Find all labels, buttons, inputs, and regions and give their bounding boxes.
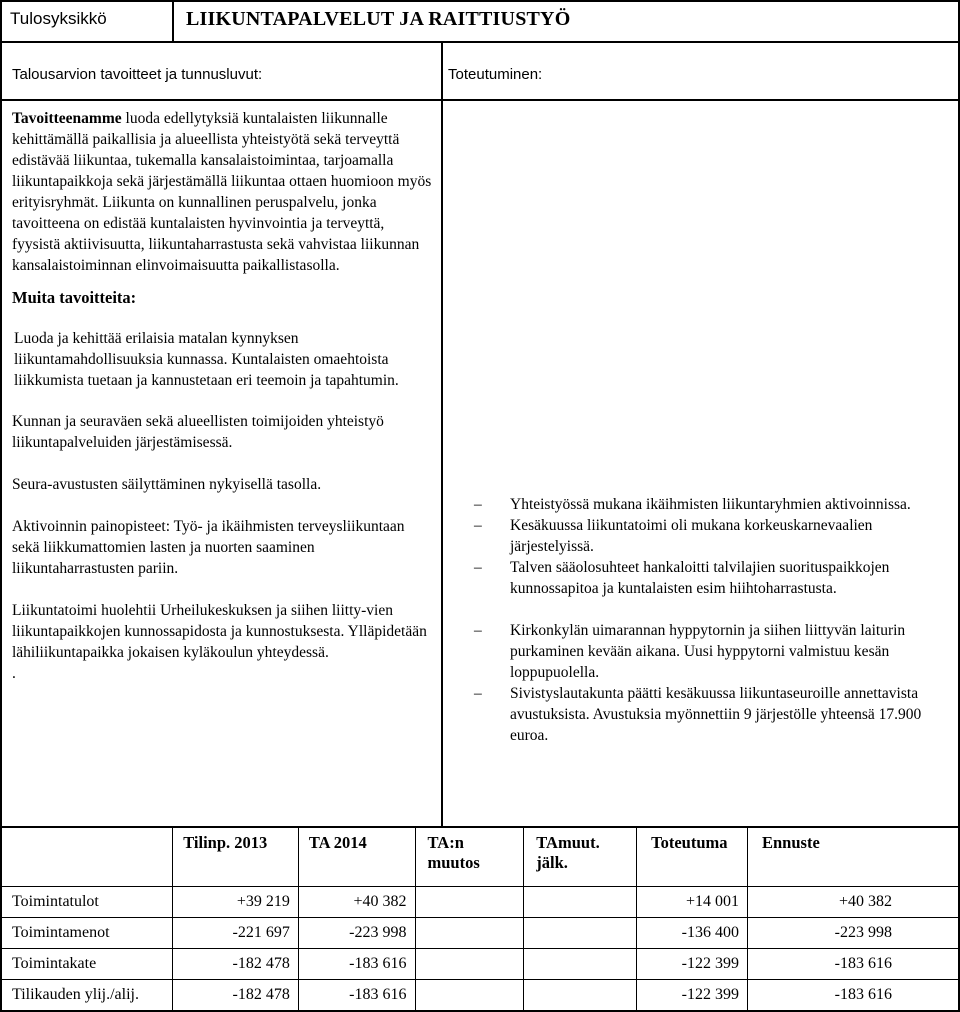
realization-list-2 xyxy=(474,620,952,746)
table-cell xyxy=(415,887,524,918)
goal-item-4: Aktivoinnin painopisteet: Työ- ja ikäihmisten terveysliikuntaan sekä liikkumattomien lasten ja nuorten saaminen liikuntaharrastusten pariin. xyxy=(12,518,405,577)
table-cell xyxy=(524,887,637,918)
table-cell xyxy=(524,980,637,1012)
dash-bullet: – xyxy=(474,685,482,702)
row-label: Tilikauden ylij./alij. xyxy=(1,980,173,1012)
table-cell: -183 616 xyxy=(298,949,415,980)
targets-section-label: Talousarvion tavoitteet ja tunnusluvut: xyxy=(12,66,263,83)
table-header-cell: TA:n muutos xyxy=(415,827,524,887)
dash-bullet: – xyxy=(474,559,482,576)
list-item: – Sivistyslautakunta päätti kesäkuussa liikuntaseuroille annettavista avustuksista. Avustuksia myönnettiin 9 järjestölle yhteensä 17.900 euroa. xyxy=(474,685,922,744)
realization-column xyxy=(474,494,952,746)
table-header-cell: Toteutuma xyxy=(637,827,748,887)
list-item: – Kirkonkylän uimarannan hyppytornin ja siihen liittyvän laiturin purkaminen kevään aikana. Uusi hyppytorni valmistuu kesän loppupuolella. xyxy=(474,622,906,681)
table-cell: -183 616 xyxy=(298,980,415,1012)
unit-title: LIIKUNTAPALVELUT JA RAITTIUSTYÖ xyxy=(186,8,571,30)
dash-bullet: – xyxy=(474,517,482,534)
table-cell xyxy=(415,949,524,980)
table-cell: -221 697 xyxy=(173,918,299,949)
table-cell: -182 478 xyxy=(173,949,299,980)
list-item: – Kesäkuussa liikuntatoimi oli mukana korkeuskarnevaalien järjestelyissä. xyxy=(474,517,873,555)
table-cell: -122 399 xyxy=(637,980,748,1012)
table-cell: +40 382 xyxy=(298,887,415,918)
goal-item-5: Liikuntatoimi huolehtii Urheilukeskuksen ja siihen liitty-vien liikuntapaikkojen kunnossapidosta ja kunnostuksesta. Ylläpidetään lähiliikuntapaikka jokaisen kyläkoulun yhteydessä. xyxy=(12,602,427,661)
list-item: – Talven sääolosuhteet hankaloitti talvilajien suorituspaikkojen kunnossapitoa ja kuntalaisten esim hiihtoharrastusta. xyxy=(474,559,890,597)
table-cell: -122 399 xyxy=(637,949,748,980)
targets-column xyxy=(12,108,432,684)
table-cell: +40 382 xyxy=(748,887,960,918)
table-cell xyxy=(415,918,524,949)
table-cell xyxy=(524,918,637,949)
dash-bullet: – xyxy=(474,622,482,639)
goal-item-6: . xyxy=(12,665,16,682)
table-cell: -223 998 xyxy=(748,918,960,949)
goal-paragraph xyxy=(12,108,432,276)
table-header-row xyxy=(1,827,959,887)
row-label: Toimintamenot xyxy=(1,918,173,949)
table-cell: -136 400 xyxy=(637,918,748,949)
row-label: Toimintakate xyxy=(1,949,173,980)
dash-bullet: – xyxy=(474,496,482,513)
realization-list-1 xyxy=(474,494,952,599)
table-cell: -223 998 xyxy=(298,918,415,949)
table-cell xyxy=(524,949,637,980)
goal-lead: Tavoitteenamme xyxy=(12,110,122,127)
table-header-cell: Ennuste xyxy=(748,827,960,887)
table-row xyxy=(1,980,959,1012)
table-cell: +14 001 xyxy=(637,887,748,918)
table-row xyxy=(1,949,959,980)
financial-table xyxy=(0,826,960,1012)
unit-label: Tulosyksikkö xyxy=(10,9,107,28)
table-cell xyxy=(415,980,524,1012)
table-cell: -182 478 xyxy=(173,980,299,1012)
goal-item-2: Kunnan ja seuraväen sekä alueellisten toimijoiden yhteistyö liikuntapalveluiden järjestämisessä. xyxy=(12,413,384,451)
goal-item-3: Seura-avustusten säilyttäminen nykyisellä tasolla. xyxy=(12,476,322,493)
table-row xyxy=(1,887,959,918)
row-label: Toimintatulot xyxy=(1,887,173,918)
table-cell: -183 616 xyxy=(748,980,960,1012)
table-header-cell: TAmuut. jälk. xyxy=(524,827,637,887)
list-item: – Yhteistyössä mukana ikäihmisten liikuntaryhmien aktivoinnissa. xyxy=(474,496,911,513)
realization-section-label: Toteutuminen: xyxy=(448,66,543,83)
table-cell: +39 219 xyxy=(173,887,299,918)
other-goals-heading: Muita tavoitteita: xyxy=(12,288,137,307)
table-row xyxy=(1,918,959,949)
goal-item-1: Luoda ja kehittää erilaisia matalan kynnyksen liikuntamahdollisuuksia kunnassa. Kuntalaisten omaehtoista liikkumista tuetaan ja kannustetaan eri teemoin ja tapahtumin. xyxy=(14,330,399,389)
goal-text: luoda edellytyksiä kuntalaisten liikunnalle kehittämällä paikallisia ja alueellista yhteistyötä sekä terveyttä edistävää liikuntaa, tukemalla kansalaistoimintaa, tarjoamalla liikuntapaikkoja sekä järjestämällä liikuntaa ottaen huomioon myös erityisryhmät. Liikunta on kunnallinen peruspalvelu, jonka tavoitteena on edistää kuntalaisten hyvinvointia ja terveyttä, fyysistä aktiivisuutta, liikuntaharrastusta sekä vahvistaa liikunnan kansalaistoiminnan elinvoimaisuutta paikallistasolla. xyxy=(12,110,432,274)
table-header-cell: TA 2014 xyxy=(298,827,415,887)
table-header-cell: Tilinp. 2013 xyxy=(173,827,299,887)
table-header-cell xyxy=(1,827,173,887)
table-cell: -183 616 xyxy=(748,949,960,980)
